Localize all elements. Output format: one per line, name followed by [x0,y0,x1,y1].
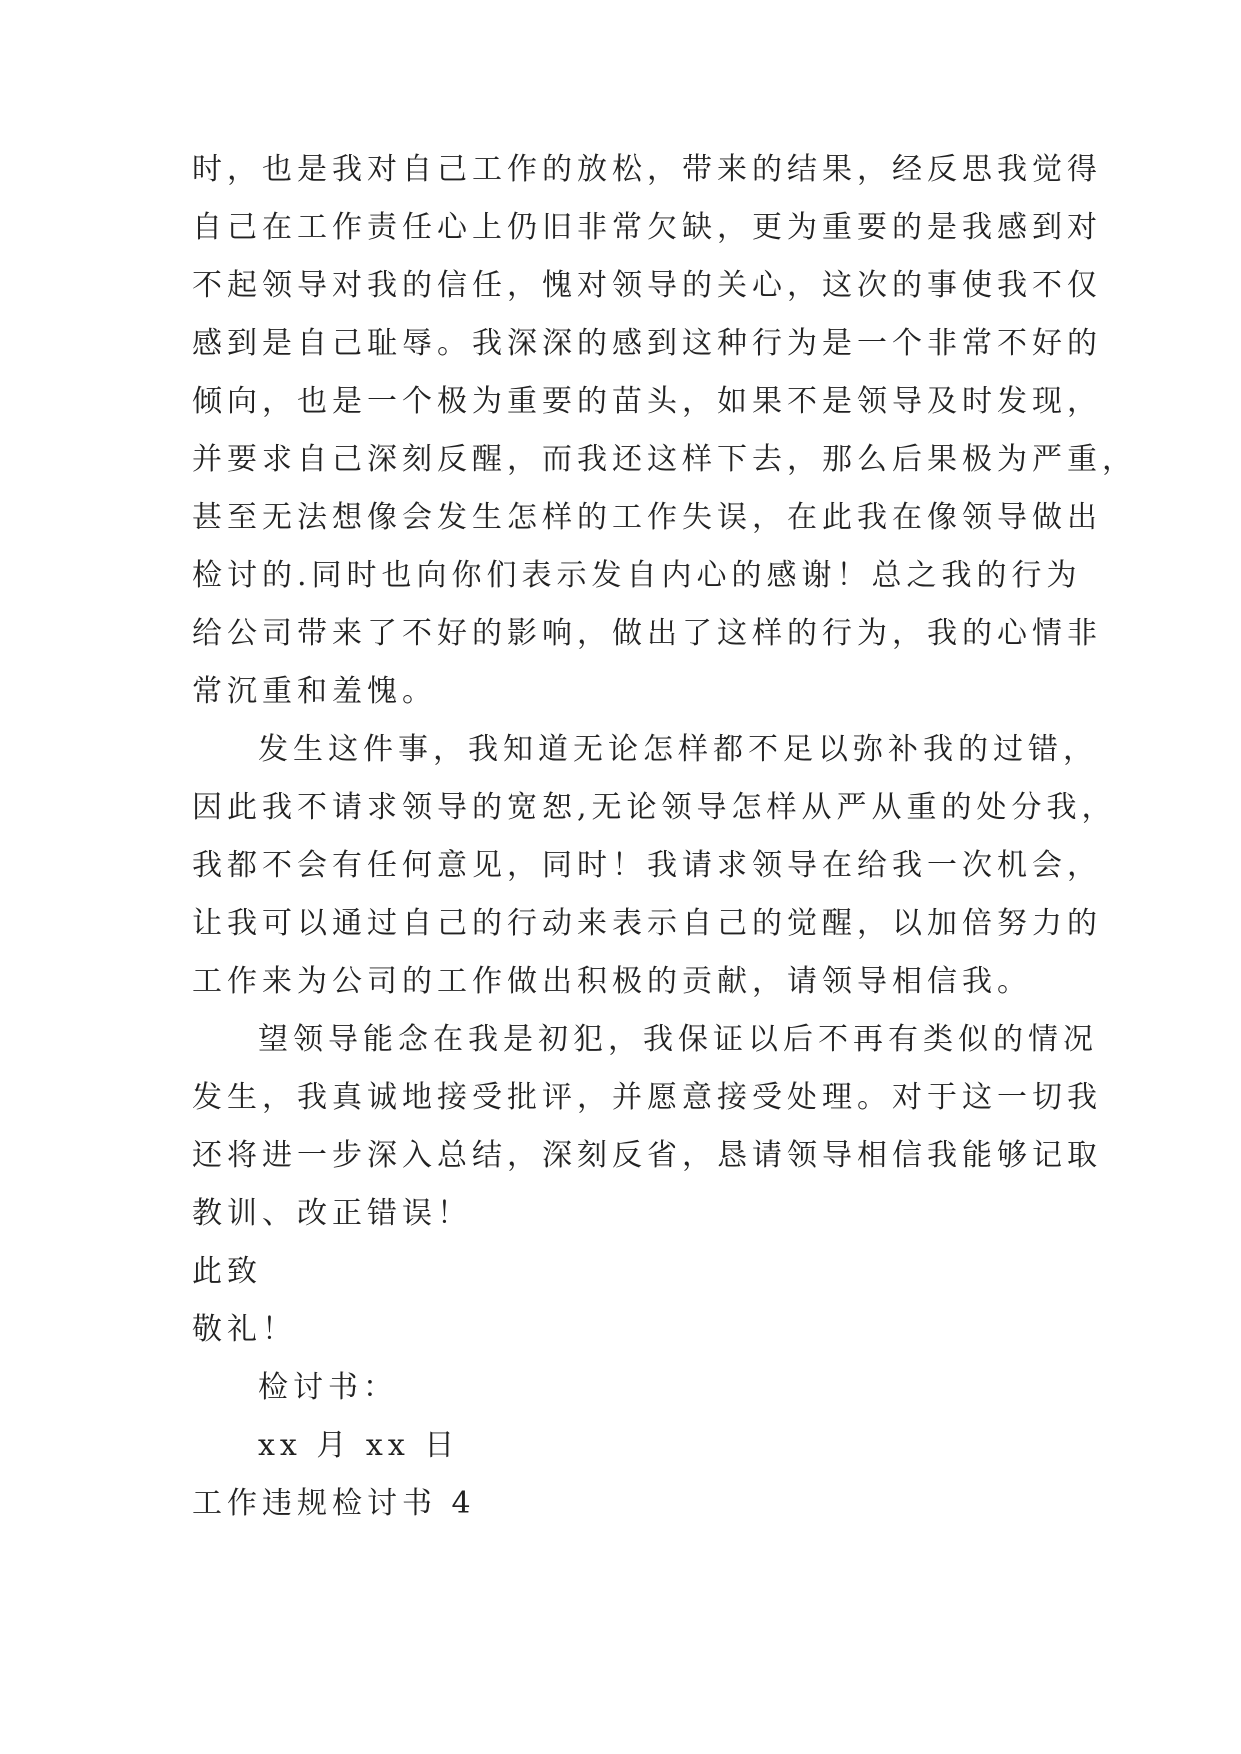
text-line: 感到是自己耻辱。我深深的感到这种行为是一个非常不好的 [192,326,1102,361]
text-line: 教训、改正错误！ [192,1196,472,1231]
text-line: 时，也是我对自己工作的放松，带来的结果，经反思我觉得 [192,152,1102,187]
text-line: 不起领导对我的信任，愧对领导的关心，这次的事使我不仅 [192,268,1102,303]
signature-label: 检讨书： [258,1370,398,1405]
text-line: 检讨的.同时也向你们表示发自内心的感谢！总之我的行为 [192,558,1082,593]
text-line: 常沉重和羞愧。 [192,674,437,709]
date-line: xx 月 xx 日 [258,1428,460,1463]
text-line: 发生，我真诚地接受批评，并愿意接受处理。对于这一切我 [192,1080,1102,1115]
text-line: 因此我不请求领导的宽恕,无论领导怎样从严从重的处分我， [192,790,1117,825]
paragraph-first-line: 望领导能念在我是初犯，我保证以后不再有类似的情况 [258,1022,1098,1057]
section-heading: 工作违规检讨书 4 [192,1486,476,1521]
text-line: 甚至无法想像会发生怎样的工作失误，在此我在像领导做出 [192,500,1102,535]
text-line: 倾向，也是一个极为重要的苗头，如果不是领导及时发现， [192,384,1102,419]
paragraph-first-line: 发生这件事，我知道无论怎样都不足以弥补我的过错， [258,732,1098,767]
text-line: 并要求自己深刻反醒，而我还这样下去，那么后果极为严重， [192,442,1137,477]
text-line: 给公司带来了不好的影响，做出了这样的行为，我的心情非 [192,616,1102,651]
salutation-line: 敬礼！ [192,1312,297,1347]
text-line: 让我可以通过自己的行动来表示自己的觉醒，以加倍努力的 [192,906,1102,941]
text-line: 工作来为公司的工作做出积极的贡献，请领导相信我。 [192,964,1032,999]
text-line: 我都不会有任何意见，同时！我请求领导在给我一次机会， [192,848,1102,883]
text-line: 还将进一步深入总结，深刻反省，恳请领导相信我能够记取 [192,1138,1102,1173]
text-line: 自己在工作责任心上仍旧非常欠缺，更为重要的是我感到对 [192,210,1102,245]
salutation-line: 此致 [192,1254,262,1289]
